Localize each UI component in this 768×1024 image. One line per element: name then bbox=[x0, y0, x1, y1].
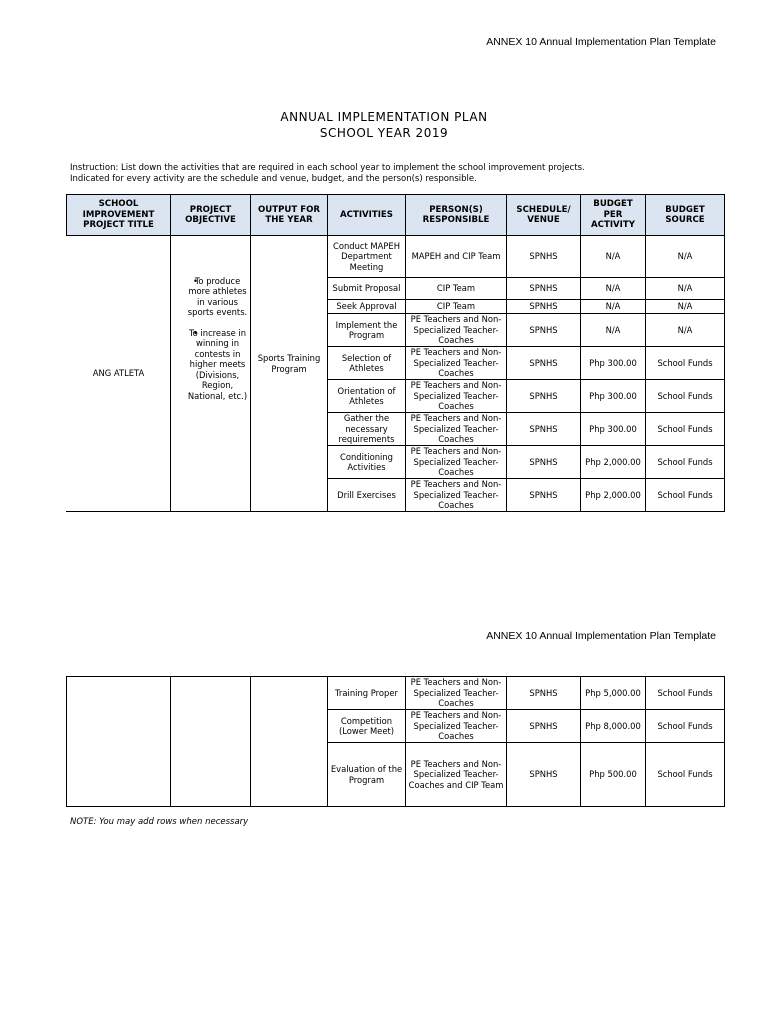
activity-cell: Conduct MAPEH Department Meeting bbox=[328, 236, 406, 278]
objective-cell-continued bbox=[171, 677, 251, 807]
header-budget: BUDGET PER ACTIVITY bbox=[581, 195, 646, 236]
venue-cell: SPNHS bbox=[507, 278, 581, 300]
activity-cell: Seek Approval bbox=[328, 300, 406, 314]
implementation-table-page1 bbox=[66, 194, 725, 512]
annex-label-page2: ANNEX 10 Annual Implementation Plan Template bbox=[486, 630, 716, 642]
budget-cell: Php 500.00 bbox=[581, 743, 646, 807]
instruction-line-1: Instruction: List down the activities that are required in each school year to implement the school improvement projects. bbox=[70, 163, 585, 173]
budget-cell: N/A bbox=[581, 236, 646, 278]
header-source: BUDGET SOURCE bbox=[646, 195, 725, 236]
budget-cell: N/A bbox=[581, 278, 646, 300]
header-activities: ACTIVITIES bbox=[328, 195, 406, 236]
venue-cell: SPNHS bbox=[507, 677, 581, 710]
output-text: Sports Training Program bbox=[257, 353, 321, 374]
persons-cell: PE Teachers and Non-Specialized Teacher-Coaches bbox=[406, 314, 507, 347]
venue-cell: SPNHS bbox=[507, 413, 581, 446]
footnote: NOTE: You may add rows when necessary bbox=[70, 817, 249, 827]
persons-cell: PE Teachers and Non-Specialized Teacher-Coaches bbox=[406, 710, 507, 743]
persons-cell: PE Teachers and Non-Specialized Teacher-Coaches bbox=[406, 446, 507, 479]
venue-cell: SPNHS bbox=[507, 479, 581, 512]
project-title-cell-continued bbox=[67, 677, 171, 807]
budget-cell: Php 300.00 bbox=[581, 413, 646, 446]
venue-cell: SPNHS bbox=[507, 446, 581, 479]
implementation-table-page2 bbox=[66, 676, 725, 807]
document-title: ANNUAL IMPLEMENTATION PLAN bbox=[280, 110, 488, 124]
activity-cell: Orientation of Athletes bbox=[328, 380, 406, 413]
objective-cell bbox=[171, 236, 251, 512]
persons-cell: MAPEH and CIP Team bbox=[406, 236, 507, 278]
activity-cell: Conditioning Activities bbox=[328, 446, 406, 479]
table-row bbox=[67, 236, 725, 278]
venue-cell: SPNHS bbox=[507, 236, 581, 278]
source-cell: School Funds bbox=[646, 347, 725, 380]
source-cell: N/A bbox=[646, 236, 725, 278]
objective-item: • To produce more athletes in various sports events. bbox=[187, 276, 248, 318]
source-cell: School Funds bbox=[646, 413, 725, 446]
persons-cell: CIP Team bbox=[406, 300, 507, 314]
source-cell: N/A bbox=[646, 278, 725, 300]
persons-cell: PE Teachers and Non-Specialized Teacher-Coaches and CIP Team bbox=[406, 743, 507, 807]
budget-cell: Php 5,000.00 bbox=[581, 677, 646, 710]
budget-cell: Php 300.00 bbox=[581, 347, 646, 380]
activity-cell: Implement the Program bbox=[328, 314, 406, 347]
persons-cell: CIP Team bbox=[406, 278, 507, 300]
school-year: SCHOOL YEAR 2019 bbox=[319, 126, 449, 140]
activity-cell: Drill Exercises bbox=[328, 479, 406, 512]
venue-cell: SPNHS bbox=[507, 347, 581, 380]
activity-cell: Submit Proposal bbox=[328, 278, 406, 300]
project-title-cell: ANG ATLETA bbox=[67, 236, 171, 512]
header-schedule: SCHEDULE/ VENUE bbox=[507, 195, 581, 236]
budget-cell: Php 300.00 bbox=[581, 380, 646, 413]
annex-label: ANNEX 10 Annual Implementation Plan Template bbox=[486, 36, 716, 48]
source-cell: School Funds bbox=[646, 380, 725, 413]
activity-cell: Evaluation of the Program bbox=[328, 743, 406, 807]
instruction-line-2: Indicated for every activity are the schedule and venue, budget, and the person(s) responsible. bbox=[70, 174, 477, 184]
output-cell bbox=[251, 236, 328, 512]
venue-cell: SPNHS bbox=[507, 380, 581, 413]
budget-cell: Php 2,000.00 bbox=[581, 479, 646, 512]
persons-cell: PE Teachers and Non-Specialized Teacher-Coaches bbox=[406, 413, 507, 446]
header-row bbox=[67, 195, 725, 236]
activity-cell: Training Proper bbox=[328, 677, 406, 710]
source-cell: N/A bbox=[646, 314, 725, 347]
persons-cell: PE Teachers and Non-Specialized Teacher-Coaches bbox=[406, 677, 507, 710]
header-persons: PERSON(S) RESPONSIBLE bbox=[406, 195, 507, 236]
header-project-title: SCHOOL IMPROVEMENT PROJECT TITLE bbox=[67, 195, 171, 236]
header-output: OUTPUT FOR THE YEAR bbox=[251, 195, 328, 236]
source-cell: School Funds bbox=[646, 446, 725, 479]
venue-cell: SPNHS bbox=[507, 743, 581, 807]
budget-cell: Php 8,000.00 bbox=[581, 710, 646, 743]
venue-cell: SPNHS bbox=[507, 314, 581, 347]
objective-item: • To increase in winning in contests in higher meets (Divisions, Region, National, etc.) bbox=[187, 328, 248, 402]
budget-cell: N/A bbox=[581, 314, 646, 347]
source-cell: School Funds bbox=[646, 710, 725, 743]
output-cell-continued bbox=[251, 677, 328, 807]
activity-cell: Competition (Lower Meet) bbox=[328, 710, 406, 743]
persons-cell: PE Teachers and Non-Specialized Teacher-Coaches bbox=[406, 347, 507, 380]
source-cell: School Funds bbox=[646, 743, 725, 807]
source-cell: N/A bbox=[646, 300, 725, 314]
venue-cell: SPNHS bbox=[507, 300, 581, 314]
budget-cell: N/A bbox=[581, 300, 646, 314]
activity-cell: Selection of Athletes bbox=[328, 347, 406, 380]
header-objective: PROJECT OBJECTIVE bbox=[171, 195, 251, 236]
instructions bbox=[70, 163, 585, 185]
table-row bbox=[67, 677, 725, 710]
venue-cell: SPNHS bbox=[507, 710, 581, 743]
budget-cell: Php 2,000.00 bbox=[581, 446, 646, 479]
persons-cell: PE Teachers and Non-Specialized Teacher-Coaches bbox=[406, 380, 507, 413]
activity-cell: Gather the necessary requirements bbox=[328, 413, 406, 446]
source-cell: School Funds bbox=[646, 479, 725, 512]
persons-cell: PE Teachers and Non-Specialized Teacher-Coaches bbox=[406, 479, 507, 512]
source-cell: School Funds bbox=[646, 677, 725, 710]
